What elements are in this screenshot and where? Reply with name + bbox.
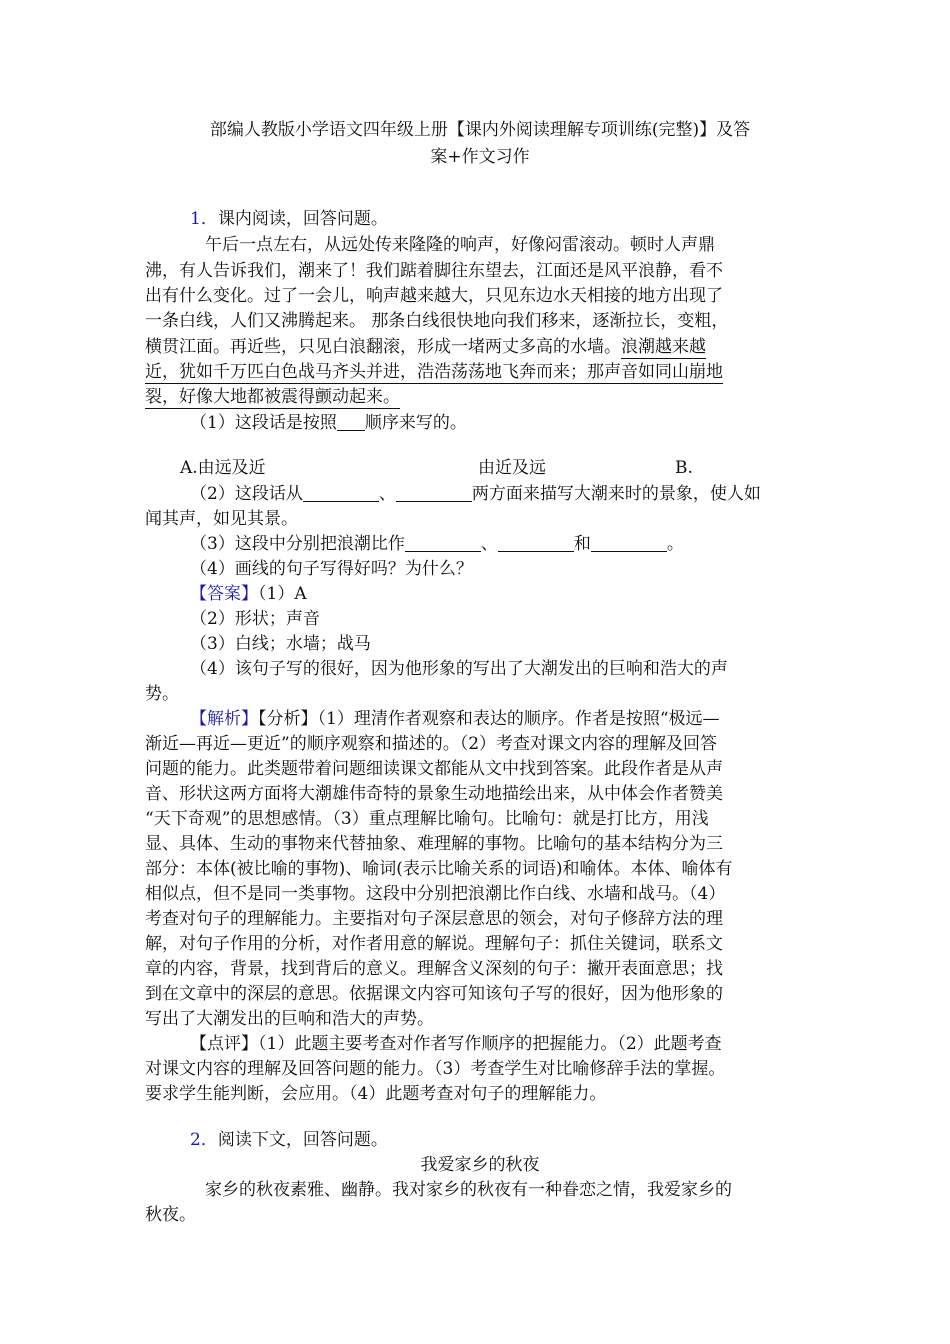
- question-number: 2．: [190, 1130, 218, 1150]
- question-prompt: 阅读下文，回答问题。: [217, 1130, 388, 1150]
- passage-line: [145, 359, 810, 385]
- analysis-line: [190, 706, 855, 732]
- underlined-sentence: 浪潮越来越: [621, 337, 706, 357]
- essay-title: 我爱家乡的秋夜: [420, 1155, 540, 1175]
- analysis-line: 部分：本体(被比喻的事物)、喻词(表示比喻关系的词语)和喻体。本体、喻体有: [145, 859, 733, 879]
- answer-line: 势。: [145, 684, 179, 704]
- analysis-label: 【解析】: [190, 709, 258, 729]
- analysis-line: 相似点，但不是同一类事物。这段中分别把浪潮比作白线、水墙和战马。（4）: [145, 884, 726, 904]
- answer-line: （4）该句子写的很好，因为他形象的写出了大潮发出的巨响和浩大的声: [190, 659, 728, 679]
- title-line-2: 案+作文习作: [430, 147, 530, 167]
- analysis-line: “天下奇观”的思想感情。（3）重点理解比喻句。比喻句：就是打比方，用浅: [145, 809, 709, 829]
- answer-blank: [498, 534, 574, 552]
- sub-question-text: 两方面来描写大潮来时的景象，使人如: [471, 484, 761, 504]
- analysis-line: 到在文章中的深层的意思。依据课文内容可知该句子写的很好，因为他形象的: [145, 984, 723, 1004]
- passage-line: [145, 384, 810, 410]
- review-line: 要求学生能判断，会应用。（4）此题考查对句子的理解能力。: [145, 1084, 607, 1104]
- answer-blank: [591, 534, 667, 552]
- review-line: 对课文内容的理解及回答问题的能力。（3）考查学生对比喻修辞手法的掌握。: [145, 1059, 726, 1079]
- answer-blank: [337, 413, 365, 431]
- answer-blank: [405, 534, 481, 552]
- passage-line: [145, 334, 810, 360]
- passage-text: 横贯江面。再近些，只见白浪翻滚，形成一堵两丈多高的水墙。: [145, 337, 621, 357]
- question-2-heading: [190, 1127, 855, 1153]
- question-1-heading: [190, 206, 855, 232]
- passage-line: 沸，有人告诉我们，潮来了！我们踮着脚往东望去，江面还是风平浪静，看不: [145, 261, 723, 281]
- sub-question-4: （4）画线的句子写得好吗？为什么？: [190, 559, 473, 579]
- review-line: 【点评】（1）此题主要考查对作者写作顺序的把握能力。（2）此题考查: [190, 1034, 722, 1054]
- analysis-line: 写出了大潮发出的巨响和浩大的声势。: [145, 1009, 434, 1029]
- sub-question-2-cont: 闻其声，如见其景。: [145, 509, 298, 529]
- essay-line: 家乡的秋夜素雅、幽静。我对家乡的秋夜有一种眷恋之情，我爱家乡的: [205, 1180, 732, 1200]
- underlined-sentence: 裂，好像大地都被震得颤动起来。: [145, 387, 400, 407]
- sub-question-text: （1）这段话是按照: [190, 413, 337, 433]
- sub-question-1: [190, 410, 855, 436]
- option-a: A.由远及近: [180, 458, 266, 478]
- option-b-text: 由近及远: [478, 458, 546, 478]
- answer-line: （3）白线；水墙；战马: [190, 634, 371, 654]
- answer-blank: [303, 484, 379, 502]
- sub-question-text: （2）这段话从: [190, 484, 303, 504]
- sub-question-text: 、: [480, 534, 498, 554]
- answer-line: （2）形状；声音: [190, 609, 320, 629]
- passage-line: 午后一点左右，从远处传来隆隆的响声，好像闷雷滚动。顿时人声鼎: [205, 235, 715, 255]
- answer-label: 【答案】: [190, 584, 258, 604]
- sub-question-text: 和: [573, 534, 591, 554]
- sub-question-text: 、: [378, 484, 396, 504]
- passage-line: 一条白线，人们又沸腾起来。 那条白线很快地向我们移来，逐渐拉长，变粗，: [145, 311, 729, 331]
- title-line-1: 部编人教版小学语文四年级上册【课内外阅读理解专项训练(完整)】及答: [209, 120, 751, 140]
- sub-question-text: 。: [666, 534, 684, 554]
- question-number: 1．: [190, 209, 218, 229]
- answer-text: （1）A: [258, 584, 307, 604]
- sub-question-text: （3）这段中分别把浪潮比作: [190, 534, 405, 554]
- analysis-line: 显、具体、生动的事物来代替抽象、难理解的事物。比喻句的基本结构分为三: [145, 834, 723, 854]
- answer-line: [190, 581, 855, 607]
- underlined-sentence: 近，犹如千万匹白色战马齐头并进，浩浩荡荡地飞奔而来；那声音如同山崩地: [145, 362, 723, 382]
- analysis-text: 【分析】（1）理清作者观察和表达的顺序。作者是按照“极远—: [258, 709, 720, 729]
- option-b-label: B.: [675, 458, 693, 478]
- analysis-line: 渐近—再近—更近”的顺序观察和描述的。（2）考查对课文内容的理解及回答: [145, 734, 718, 754]
- analysis-line: 问题的能力。此类题带着问题细读课文都能从文中找到答案。此段作者是从声: [145, 759, 723, 779]
- analysis-line: 解，对句子作用的分析，对作者用意的解说。理解句子：抓住关键词，联系文: [145, 934, 723, 954]
- essay-line: 秋夜。: [145, 1205, 196, 1225]
- sub-question-3: [190, 531, 855, 557]
- sub-question-text: 顺序来写的。: [364, 413, 467, 433]
- passage-line: 出有什么变化。过了一会儿，响声越来越大，只见东边水天相接的地方出现了: [145, 286, 723, 306]
- sub-question-2: [190, 481, 855, 507]
- analysis-line: 考查对句子的理解能力。主要指对句子深层意思的领会，对句子修辞方法的理: [145, 909, 723, 929]
- analysis-line: 音、形状这两方面将大潮雄伟奇特的景象生动地描绘出来，从中体会作者赞美: [145, 784, 723, 804]
- analysis-line: 章的内容，背景，找到背后的意义。理解含义深刻的句子：撇开表面意思；找: [145, 959, 723, 979]
- question-prompt: 课内阅读，回答问题。: [217, 209, 388, 229]
- answer-blank: [396, 484, 472, 502]
- document-title: [150, 117, 810, 171]
